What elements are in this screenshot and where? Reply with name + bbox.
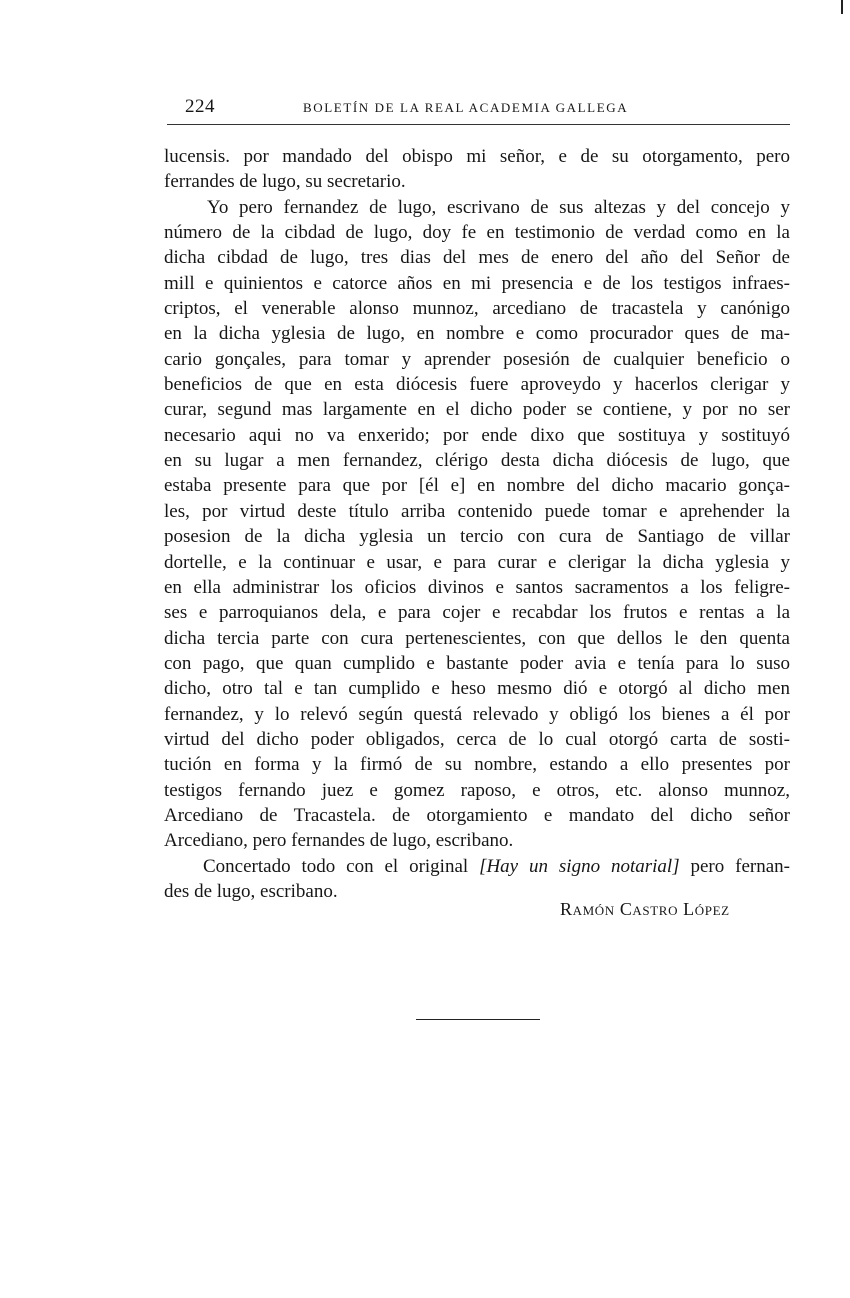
scan-edge-mark (841, 0, 843, 14)
text-line: les, por virtud deste título arriba contenido puede tomar e aprehender la (164, 500, 790, 522)
text-line: tución en forma y la firmó de su nombre, estando a ello presentes por (164, 754, 790, 776)
body-text (164, 144, 790, 904)
text-line: ses e parroquianos dela, e para cojer e recabdar los frutos e rentas a la (164, 602, 790, 624)
text-line: beneficios de que en esta diócesis fuere aproveydo y hacerlos clerigar y (164, 374, 790, 396)
running-title: BOLETÍN DE LA REAL ACADEMIA GALLEGA (303, 100, 629, 115)
text-line: Arcediano, pero fernandes de lugo, escribano. (164, 830, 514, 852)
text-line: lucensis. por mandado del obispo mi señor, e de su otorgamento, pero (164, 146, 790, 167)
editorial-note: [Hay un signo notarial] (479, 855, 680, 877)
page-header (185, 95, 791, 121)
text-line: dicha cibdad de lugo, tres dias del mes de enero del año del Señor de (164, 247, 790, 269)
text-line: testigos fernando juez e gomez raposo, e otros, etc. alonso munnoz, (164, 779, 790, 801)
text-line: mill e quinientos e catorce años en mi presencia e de los testigos infraes- (164, 272, 790, 294)
text-line: criptos, el venerable alonso munnoz, arcediano de tracastela y canónigo (164, 298, 790, 320)
text-line: des de lugo, escribano. (164, 880, 338, 902)
text-line: en la dicha yglesia de lugo, en nombre e como procurador ques de ma- (164, 323, 790, 345)
text-line: posesion de la dicha yglesia un tercio con cura de Santiago de villar (164, 526, 790, 548)
text-line: dicho, otro tal e tan cumplido e heso mesmo dió e otorgó al dicho men (164, 678, 790, 700)
text-fragment: pero fernan- (679, 855, 790, 877)
text-line: número de la cibdad de lugo, doy fe en testimonio de verdad como en la (164, 222, 790, 244)
text-line: curar, segund mas largamente en el dicho poder se contiene, y por no ser (164, 399, 790, 421)
text-line: virtud del dicho poder obligados, cerca de lo cual otorgó carta de sosti- (164, 728, 790, 750)
closing-rule (416, 1019, 540, 1020)
text-line: con pago, que quan cumplido e bastante poder avia e tenía para lo suso (164, 652, 790, 674)
text-line: fernandez, y lo relevó según questá relevado y obligó los bienes a él por (164, 703, 790, 725)
text-line: Arcediano de Tracastela. de otorgamiento e mandato del dicho señor (164, 804, 790, 826)
text-line: estaba presente para que por [él e] en nombre del dicho macario gonça- (164, 475, 790, 497)
text-line: ferrandes de lugo, su secretario. (164, 171, 406, 193)
text-line: en ella administrar los oficios divinos e santos sacramentos a los feligre- (164, 576, 790, 598)
paragraph-start-line: Yo pero fernandez de lugo, escrivano de sus altezas y del concejo y (207, 196, 790, 218)
page-number: 224 (185, 96, 215, 117)
paragraph-start-line (164, 854, 790, 879)
text-line: en su lugar a men fernandez, clérigo desta dicha diócesis de lugo, que (164, 450, 790, 472)
text-line: dicha tercia parte con cura pertenescientes, con que dellos le den quenta (164, 627, 790, 649)
text-line: necesario aqui no va enxerido; por ende dixo que sostituya y sostituyó (164, 424, 790, 446)
header-rule (167, 124, 790, 125)
text-line: cario gonçales, para tomar y aprender posesión de cualquier beneficio o (164, 348, 790, 370)
author-signature: Ramón Castro López (560, 899, 730, 919)
text-line: dortelle, e la continuar e usar, e para curar e clerigar la dicha yglesia y (164, 551, 790, 573)
text-fragment: Concertado todo con el original (203, 855, 480, 877)
